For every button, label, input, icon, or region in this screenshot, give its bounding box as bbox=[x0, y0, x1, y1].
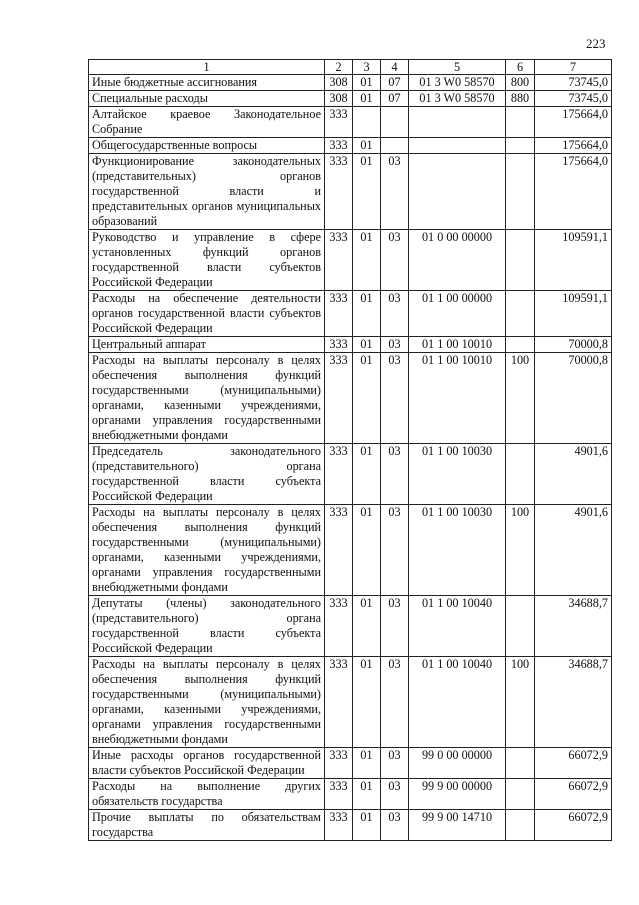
budget-item-name-cell: Депутаты (члены) законодательного (представительного) органа государственной власти субъекта Российской Федерации bbox=[89, 596, 325, 657]
target-article-code-cell: 01 1 00 10030 bbox=[409, 505, 506, 596]
header-cell: 5 bbox=[409, 60, 506, 75]
section-code-cell: 01 bbox=[353, 657, 381, 748]
target-article-code-cell bbox=[409, 107, 506, 138]
budget-item-name-cell: Расходы на выплаты персоналу в целях обеспечения выполнения функций государственными (муниципальными) органами, казенными учреждениями, органами управления государственными внебюджетными фондами bbox=[89, 657, 325, 748]
subsection-code-cell: 03 bbox=[381, 810, 409, 841]
expense-type-code-cell bbox=[506, 230, 535, 291]
amount-cell: 4901,6 bbox=[535, 444, 612, 505]
ministry-code-cell: 333 bbox=[325, 444, 353, 505]
subsection-code-cell: 03 bbox=[381, 657, 409, 748]
budget-item-name-cell: Расходы на выполнение других обязательств государства bbox=[89, 779, 325, 810]
section-code-cell: 01 bbox=[353, 337, 381, 353]
expense-type-code-cell: 100 bbox=[506, 505, 535, 596]
table-row bbox=[89, 444, 612, 505]
subsection-code-cell: 03 bbox=[381, 596, 409, 657]
ministry-code-cell: 333 bbox=[325, 230, 353, 291]
ministry-code-cell: 333 bbox=[325, 154, 353, 230]
budget-item-name-cell: Расходы на выплаты персоналу в целях обеспечения выполнения функций государственными (муниципальными) органами, казенными учреждениями, органами управления государственными внебюджетными фондами bbox=[89, 505, 325, 596]
ministry-code-cell: 333 bbox=[325, 291, 353, 337]
ministry-code-cell: 333 bbox=[325, 657, 353, 748]
target-article-code-cell: 01 0 00 00000 bbox=[409, 230, 506, 291]
header-cell: 7 bbox=[535, 60, 612, 75]
expense-type-code-cell bbox=[506, 596, 535, 657]
table-row bbox=[89, 353, 612, 444]
subsection-code-cell: 03 bbox=[381, 353, 409, 444]
table-body bbox=[89, 75, 612, 841]
target-article-code-cell: 99 0 00 00000 bbox=[409, 748, 506, 779]
table-row bbox=[89, 107, 612, 138]
section-code-cell: 01 bbox=[353, 779, 381, 810]
amount-cell: 66072,9 bbox=[535, 748, 612, 779]
subsection-code-cell: 03 bbox=[381, 291, 409, 337]
target-article-code-cell bbox=[409, 154, 506, 230]
table-row bbox=[89, 779, 612, 810]
budget-item-name-cell: Иные бюджетные ассигнования bbox=[89, 75, 325, 91]
subsection-code-cell: 07 bbox=[381, 91, 409, 107]
table-row bbox=[89, 291, 612, 337]
ministry-code-cell: 333 bbox=[325, 596, 353, 657]
table-row bbox=[89, 75, 612, 91]
subsection-code-cell: 03 bbox=[381, 230, 409, 291]
amount-cell: 66072,9 bbox=[535, 779, 612, 810]
header-cell: 2 bbox=[325, 60, 353, 75]
subsection-code-cell bbox=[381, 138, 409, 154]
section-code-cell: 01 bbox=[353, 230, 381, 291]
section-code-cell: 01 bbox=[353, 91, 381, 107]
table-row bbox=[89, 596, 612, 657]
ministry-code-cell: 308 bbox=[325, 91, 353, 107]
target-article-code-cell bbox=[409, 138, 506, 154]
subsection-code-cell: 03 bbox=[381, 748, 409, 779]
page-number: 223 bbox=[586, 36, 606, 51]
expense-type-code-cell: 100 bbox=[506, 657, 535, 748]
ministry-code-cell: 333 bbox=[325, 748, 353, 779]
amount-cell: 70000,8 bbox=[535, 353, 612, 444]
expense-type-code-cell bbox=[506, 154, 535, 230]
ministry-code-cell: 333 bbox=[325, 353, 353, 444]
target-article-code-cell: 01 1 00 10040 bbox=[409, 657, 506, 748]
expense-type-code-cell bbox=[506, 779, 535, 810]
ministry-code-cell: 333 bbox=[325, 505, 353, 596]
target-article-code-cell: 01 1 00 10010 bbox=[409, 337, 506, 353]
header-cell: 4 bbox=[381, 60, 409, 75]
amount-cell: 4901,6 bbox=[535, 505, 612, 596]
target-article-code-cell: 01 1 00 00000 bbox=[409, 291, 506, 337]
section-code-cell: 01 bbox=[353, 291, 381, 337]
section-code-cell: 01 bbox=[353, 444, 381, 505]
amount-cell: 73745,0 bbox=[535, 75, 612, 91]
table-row bbox=[89, 505, 612, 596]
header-cell: 6 bbox=[506, 60, 535, 75]
budget-item-name-cell: Алтайское краевое Законодательное Собрание bbox=[89, 107, 325, 138]
amount-cell: 34688,7 bbox=[535, 596, 612, 657]
section-code-cell: 01 bbox=[353, 138, 381, 154]
ministry-code-cell: 333 bbox=[325, 810, 353, 841]
expense-type-code-cell bbox=[506, 444, 535, 505]
header-row bbox=[89, 60, 612, 75]
header-cell: 3 bbox=[353, 60, 381, 75]
target-article-code-cell: 01 1 00 10010 bbox=[409, 353, 506, 444]
subsection-code-cell: 03 bbox=[381, 779, 409, 810]
table-row bbox=[89, 91, 612, 107]
table-row bbox=[89, 154, 612, 230]
target-article-code-cell: 99 9 00 00000 bbox=[409, 779, 506, 810]
target-article-code-cell: 01 1 00 10040 bbox=[409, 596, 506, 657]
budget-item-name-cell: Функционирование законодательных (представительных) органов государственной власти и представительных органов муниципальных образований bbox=[89, 154, 325, 230]
amount-cell: 34688,7 bbox=[535, 657, 612, 748]
expense-type-code-cell bbox=[506, 291, 535, 337]
amount-cell: 66072,9 bbox=[535, 810, 612, 841]
ministry-code-cell: 333 bbox=[325, 138, 353, 154]
subsection-code-cell: 03 bbox=[381, 154, 409, 230]
section-code-cell: 01 bbox=[353, 596, 381, 657]
expense-type-code-cell: 880 bbox=[506, 91, 535, 107]
amount-cell: 175664,0 bbox=[535, 107, 612, 138]
ministry-code-cell: 333 bbox=[325, 337, 353, 353]
expense-type-code-cell: 800 bbox=[506, 75, 535, 91]
section-code-cell: 01 bbox=[353, 810, 381, 841]
amount-cell: 175664,0 bbox=[535, 154, 612, 230]
section-code-cell: 01 bbox=[353, 748, 381, 779]
subsection-code-cell: 03 bbox=[381, 505, 409, 596]
budget-item-name-cell: Председатель законодательного (представительного) органа государственной власти субъекта Российской Федерации bbox=[89, 444, 325, 505]
table-row bbox=[89, 337, 612, 353]
budget-item-name-cell: Центральный аппарат bbox=[89, 337, 325, 353]
budget-item-name-cell: Прочие выплаты по обязательствам государства bbox=[89, 810, 325, 841]
section-code-cell: 01 bbox=[353, 154, 381, 230]
table-row bbox=[89, 230, 612, 291]
target-article-code-cell: 01 1 00 10030 bbox=[409, 444, 506, 505]
target-article-code-cell: 99 9 00 14710 bbox=[409, 810, 506, 841]
expense-type-code-cell bbox=[506, 337, 535, 353]
subsection-code-cell: 07 bbox=[381, 75, 409, 91]
table-row bbox=[89, 748, 612, 779]
budget-item-name-cell: Общегосударственные вопросы bbox=[89, 138, 325, 154]
expense-type-code-cell bbox=[506, 107, 535, 138]
ministry-code-cell: 333 bbox=[325, 779, 353, 810]
header-cell: 1 bbox=[89, 60, 325, 75]
expense-type-code-cell bbox=[506, 810, 535, 841]
table-row bbox=[89, 810, 612, 841]
section-code-cell: 01 bbox=[353, 505, 381, 596]
section-code-cell: 01 bbox=[353, 353, 381, 444]
subsection-code-cell: 03 bbox=[381, 337, 409, 353]
subsection-code-cell: 03 bbox=[381, 444, 409, 505]
amount-cell: 175664,0 bbox=[535, 138, 612, 154]
budget-table bbox=[88, 59, 612, 841]
expense-type-code-cell: 100 bbox=[506, 353, 535, 444]
budget-item-name-cell: Иные расходы органов государственной власти субъектов Российской Федерации bbox=[89, 748, 325, 779]
budget-item-name-cell: Расходы на обеспечение деятельности органов государственной власти субъектов Российской Федерации bbox=[89, 291, 325, 337]
target-article-code-cell: 01 3 W0 58570 bbox=[409, 75, 506, 91]
table-row bbox=[89, 138, 612, 154]
section-code-cell: 01 bbox=[353, 75, 381, 91]
amount-cell: 73745,0 bbox=[535, 91, 612, 107]
ministry-code-cell: 308 bbox=[325, 75, 353, 91]
amount-cell: 109591,1 bbox=[535, 230, 612, 291]
ministry-code-cell: 333 bbox=[325, 107, 353, 138]
target-article-code-cell: 01 3 W0 58570 bbox=[409, 91, 506, 107]
section-code-cell bbox=[353, 107, 381, 138]
amount-cell: 70000,8 bbox=[535, 337, 612, 353]
table-row bbox=[89, 657, 612, 748]
subsection-code-cell bbox=[381, 107, 409, 138]
budget-item-name-cell: Руководство и управление в сфере установленных функций органов государственной власти субъектов Российской Федерации bbox=[89, 230, 325, 291]
expense-type-code-cell bbox=[506, 138, 535, 154]
budget-item-name-cell: Специальные расходы bbox=[89, 91, 325, 107]
amount-cell: 109591,1 bbox=[535, 291, 612, 337]
budget-item-name-cell: Расходы на выплаты персоналу в целях обеспечения выполнения функций государственными (муниципальными) органами, казенными учреждениями, органами управления государственными внебюджетными фондами bbox=[89, 353, 325, 444]
expense-type-code-cell bbox=[506, 748, 535, 779]
